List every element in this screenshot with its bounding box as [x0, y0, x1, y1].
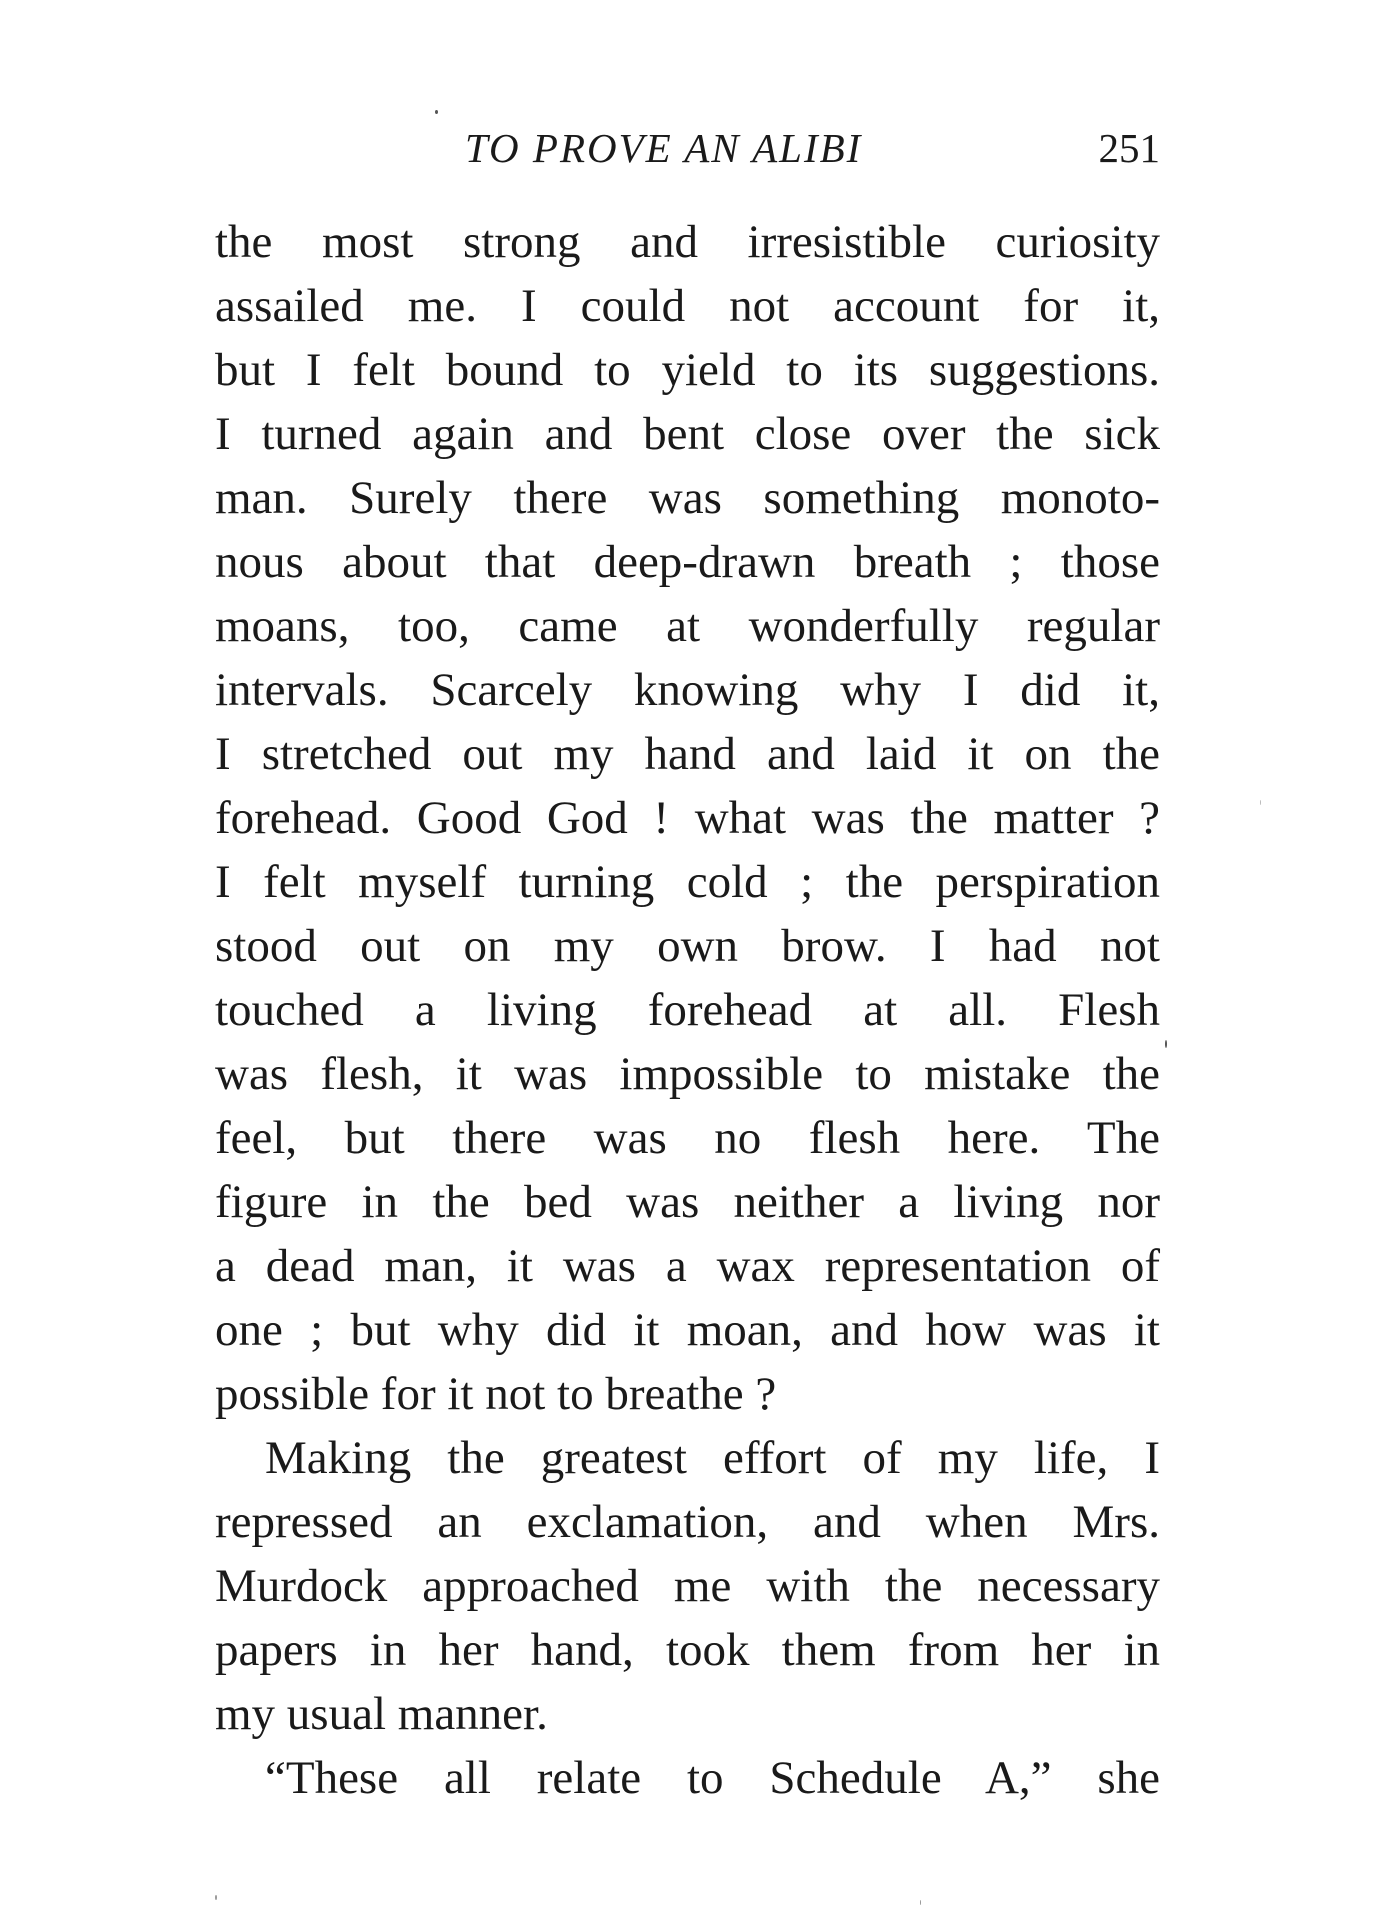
text-line: papers in her hand, took them from her in: [215, 1624, 1160, 1676]
print-speck: [435, 110, 438, 114]
text-line: I stretched out my hand and laid it on the: [215, 728, 1160, 780]
text-line: my usual manner.: [215, 1688, 548, 1740]
body-text: [215, 210, 1160, 1810]
text-line: one ; but why did it moan, and how was it: [215, 1304, 1160, 1356]
text-line: Murdock approached me with the necessary: [215, 1560, 1160, 1612]
text-line: figure in the bed was neither a living nor: [215, 1176, 1160, 1228]
text-line: the most strong and irresistible curiosity: [215, 216, 1160, 268]
text-line: Making the greatest effort of my life, I: [265, 1432, 1160, 1484]
text-line: assailed me. I could not account for it,: [215, 280, 1160, 332]
text-line: a dead man, it was a wax representation of: [215, 1240, 1160, 1292]
text-line: moans, too, came at wonderfully regular: [215, 600, 1160, 652]
text-line: nous about that deep-drawn breath ; those: [215, 536, 1160, 588]
text-line: possible for it not to breathe ?: [215, 1368, 777, 1420]
text-line: “These all relate to Schedule A,” she: [265, 1752, 1160, 1804]
print-speck: [215, 1895, 217, 1900]
text-line: feel, but there was no flesh here. The: [215, 1112, 1160, 1164]
text-line: I turned again and bent close over the sick: [215, 408, 1160, 460]
page-number: 251: [1098, 125, 1160, 171]
text-line: intervals. Scarcely knowing why I did it,: [215, 664, 1160, 716]
running-title: TO PROVE AN ALIBI: [465, 125, 863, 171]
print-speck: [920, 1900, 921, 1905]
text-line: forehead. Good God ! what was the matter ?: [215, 792, 1160, 844]
running-head: [215, 118, 1160, 178]
text-line: stood out on my own brow. I had not: [215, 920, 1160, 972]
text-line: but I felt bound to yield to its suggestions.: [215, 344, 1160, 396]
print-speck: [1260, 800, 1261, 805]
text-line: I felt myself turning cold ; the perspiration: [215, 856, 1160, 908]
print-speck: [1165, 1040, 1167, 1048]
text-line: touched a living forehead at all. Flesh: [215, 984, 1160, 1036]
text-line: was flesh, it was impossible to mistake the: [215, 1048, 1160, 1100]
text-line: man. Surely there was something monoto-: [215, 472, 1160, 524]
text-line: repressed an exclamation, and when Mrs.: [215, 1496, 1160, 1548]
